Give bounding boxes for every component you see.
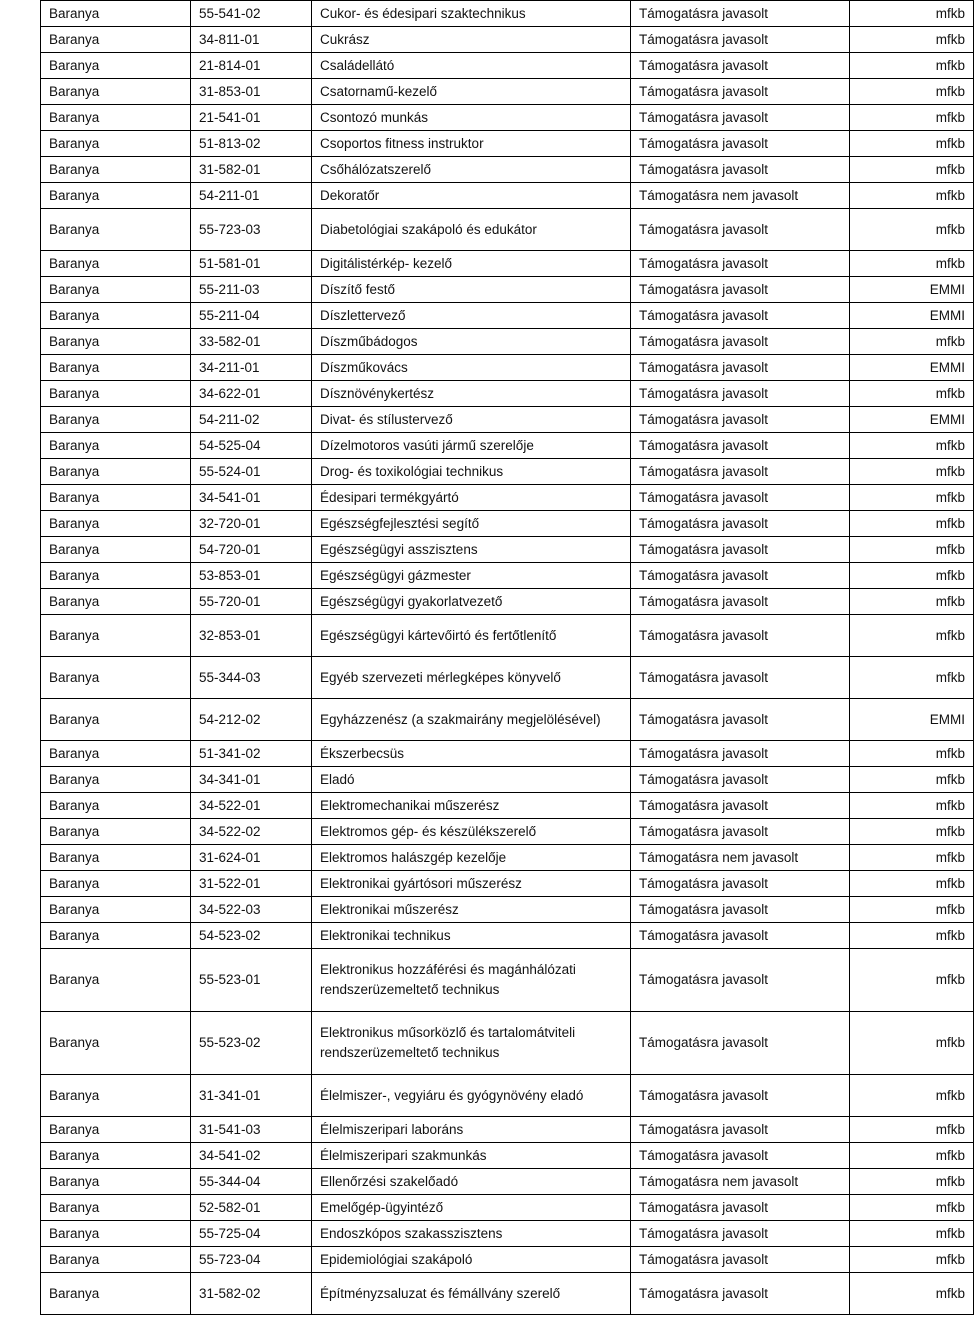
status-cell: Támogatásra javasolt — [631, 1075, 850, 1117]
org-cell: mfkb — [850, 1273, 974, 1315]
name-cell: Cukor- és édesipari szaktechnikus — [312, 1, 631, 27]
code-cell: 34-341-01 — [191, 767, 312, 793]
county-cell: Baranya — [41, 511, 191, 537]
status-cell: Támogatásra javasolt — [631, 105, 850, 131]
name-cell: Ékszerbecsüs — [312, 741, 631, 767]
status-cell: Támogatásra javasolt — [631, 767, 850, 793]
org-cell: mfkb — [850, 563, 974, 589]
status-cell: Támogatásra javasolt — [631, 1221, 850, 1247]
name-cell: Csontozó munkás — [312, 105, 631, 131]
org-cell: mfkb — [850, 79, 974, 105]
name-cell: Divat- és stílustervező — [312, 407, 631, 433]
org-cell: mfkb — [850, 1195, 974, 1221]
county-cell: Baranya — [41, 657, 191, 699]
county-cell: Baranya — [41, 1169, 191, 1195]
status-cell: Támogatásra javasolt — [631, 329, 850, 355]
county-cell: Baranya — [41, 589, 191, 615]
org-cell: mfkb — [850, 27, 974, 53]
table-row — [41, 1169, 974, 1195]
name-cell: Elektromos gép- és készülékszerelő — [312, 819, 631, 845]
table-row — [41, 949, 974, 1012]
county-cell: Baranya — [41, 1273, 191, 1315]
table-row — [41, 251, 974, 277]
code-cell: 21-814-01 — [191, 53, 312, 79]
name-cell: Építményzsaluzat és fémállvány szerelő — [312, 1273, 631, 1315]
table-row — [41, 897, 974, 923]
code-cell: 53-853-01 — [191, 563, 312, 589]
org-cell: mfkb — [850, 1012, 974, 1075]
table-row — [41, 1, 974, 27]
code-cell: 34-811-01 — [191, 27, 312, 53]
name-cell: Endoszkópos szakasszisztens — [312, 1221, 631, 1247]
county-cell: Baranya — [41, 157, 191, 183]
county-cell: Baranya — [41, 381, 191, 407]
code-cell: 34-622-01 — [191, 381, 312, 407]
org-cell: mfkb — [850, 871, 974, 897]
name-cell: Emelőgép-ügyintéző — [312, 1195, 631, 1221]
code-cell: 34-211-01 — [191, 355, 312, 381]
code-cell: 55-523-01 — [191, 949, 312, 1012]
county-cell: Baranya — [41, 251, 191, 277]
county-cell: Baranya — [41, 1195, 191, 1221]
code-cell: 55-725-04 — [191, 1221, 312, 1247]
table-row — [41, 355, 974, 381]
status-cell: Támogatásra javasolt — [631, 1, 850, 27]
status-cell: Támogatásra javasolt — [631, 897, 850, 923]
name-cell: Egyházzenész (a szakmairány megjelölésével) — [312, 699, 631, 741]
status-cell: Támogatásra javasolt — [631, 589, 850, 615]
code-cell: 54-720-01 — [191, 537, 312, 563]
status-cell: Támogatásra javasolt — [631, 563, 850, 589]
org-cell: mfkb — [850, 183, 974, 209]
name-cell: Dízelmotoros vasúti jármű szerelője — [312, 433, 631, 459]
status-cell: Támogatásra javasolt — [631, 741, 850, 767]
status-cell: Támogatásra javasolt — [631, 511, 850, 537]
name-cell: Digitálistérkép- kezelő — [312, 251, 631, 277]
county-cell: Baranya — [41, 433, 191, 459]
name-cell: Csatornamű-kezelő — [312, 79, 631, 105]
table-row — [41, 303, 974, 329]
name-cell: Eladó — [312, 767, 631, 793]
status-cell: Támogatásra javasolt — [631, 537, 850, 563]
code-cell: 31-624-01 — [191, 845, 312, 871]
org-cell: mfkb — [850, 1075, 974, 1117]
table-row — [41, 105, 974, 131]
table-row — [41, 27, 974, 53]
county-cell: Baranya — [41, 1143, 191, 1169]
org-cell: mfkb — [850, 459, 974, 485]
name-cell: Egészségügyi kártevőirtó és fertőtlenítő — [312, 615, 631, 657]
org-cell: EMMI — [850, 277, 974, 303]
name-cell: Epidemiológiai szakápoló — [312, 1247, 631, 1273]
table-row — [41, 1247, 974, 1273]
code-cell: 33-582-01 — [191, 329, 312, 355]
code-cell: 31-582-01 — [191, 157, 312, 183]
county-cell: Baranya — [41, 183, 191, 209]
table-row — [41, 1012, 974, 1075]
org-cell: mfkb — [850, 209, 974, 251]
name-cell: Élelmiszer-, vegyiáru és gyógynövény eladó — [312, 1075, 631, 1117]
name-cell: Dekoratőr — [312, 183, 631, 209]
table-row — [41, 79, 974, 105]
name-cell: Dísznövénykertész — [312, 381, 631, 407]
name-cell: Egészségügyi asszisztens — [312, 537, 631, 563]
code-cell: 51-341-02 — [191, 741, 312, 767]
table-row — [41, 157, 974, 183]
name-cell: Díszműkovács — [312, 355, 631, 381]
status-cell: Támogatásra javasolt — [631, 923, 850, 949]
table-row — [41, 277, 974, 303]
status-cell: Támogatásra javasolt — [631, 277, 850, 303]
org-cell: mfkb — [850, 157, 974, 183]
status-cell: Támogatásra javasolt — [631, 27, 850, 53]
county-cell: Baranya — [41, 1221, 191, 1247]
code-cell: 51-813-02 — [191, 131, 312, 157]
status-cell: Támogatásra javasolt — [631, 1117, 850, 1143]
code-cell: 34-522-03 — [191, 897, 312, 923]
name-cell: Díszműbádogos — [312, 329, 631, 355]
name-cell: Drog- és toxikológiai technikus — [312, 459, 631, 485]
name-cell: Egészségügyi gázmester — [312, 563, 631, 589]
org-cell: mfkb — [850, 589, 974, 615]
table-row — [41, 407, 974, 433]
county-cell: Baranya — [41, 699, 191, 741]
county-cell: Baranya — [41, 949, 191, 1012]
org-cell: mfkb — [850, 1143, 974, 1169]
status-cell: Támogatásra javasolt — [631, 79, 850, 105]
org-cell: EMMI — [850, 699, 974, 741]
status-cell: Támogatásra javasolt — [631, 303, 850, 329]
county-cell: Baranya — [41, 407, 191, 433]
code-cell: 51-581-01 — [191, 251, 312, 277]
status-cell: Támogatásra javasolt — [631, 131, 850, 157]
name-cell: Egyéb szervezeti mérlegképes könyvelő — [312, 657, 631, 699]
status-cell: Támogatásra javasolt — [631, 793, 850, 819]
table-row — [41, 1221, 974, 1247]
status-cell: Támogatásra javasolt — [631, 1247, 850, 1273]
county-cell: Baranya — [41, 131, 191, 157]
county-cell: Baranya — [41, 871, 191, 897]
code-cell: 55-720-01 — [191, 589, 312, 615]
county-cell: Baranya — [41, 303, 191, 329]
org-cell: mfkb — [850, 485, 974, 511]
county-cell: Baranya — [41, 485, 191, 511]
county-cell: Baranya — [41, 277, 191, 303]
table-row — [41, 209, 974, 251]
table-row — [41, 1143, 974, 1169]
table-row — [41, 699, 974, 741]
code-cell: 55-723-04 — [191, 1247, 312, 1273]
code-cell: 55-541-02 — [191, 1, 312, 27]
county-cell: Baranya — [41, 923, 191, 949]
table-row — [41, 923, 974, 949]
code-cell: 54-211-02 — [191, 407, 312, 433]
status-cell: Támogatásra javasolt — [631, 459, 850, 485]
county-cell: Baranya — [41, 105, 191, 131]
county-cell: Baranya — [41, 1, 191, 27]
table-row — [41, 485, 974, 511]
county-cell: Baranya — [41, 329, 191, 355]
status-cell: Támogatásra nem javasolt — [631, 1169, 850, 1195]
status-cell: Támogatásra javasolt — [631, 1195, 850, 1221]
name-cell: Díszítő festő — [312, 277, 631, 303]
table-row — [41, 589, 974, 615]
name-cell: Cukrász — [312, 27, 631, 53]
code-cell: 54-525-04 — [191, 433, 312, 459]
county-cell: Baranya — [41, 209, 191, 251]
table-row — [41, 537, 974, 563]
status-cell: Támogatásra javasolt — [631, 699, 850, 741]
org-cell: mfkb — [850, 251, 974, 277]
org-cell: mfkb — [850, 657, 974, 699]
org-cell: mfkb — [850, 1117, 974, 1143]
code-cell: 55-211-04 — [191, 303, 312, 329]
county-cell: Baranya — [41, 27, 191, 53]
name-cell: Elektronikai gyártósori műszerész — [312, 871, 631, 897]
code-cell: 34-522-01 — [191, 793, 312, 819]
status-cell: Támogatásra javasolt — [631, 209, 850, 251]
code-cell: 55-344-04 — [191, 1169, 312, 1195]
org-cell: mfkb — [850, 381, 974, 407]
name-cell: Egészségügyi gyakorlatvezető — [312, 589, 631, 615]
name-cell: Édesipari termékgyártó — [312, 485, 631, 511]
code-cell: 54-211-01 — [191, 183, 312, 209]
table-row — [41, 741, 974, 767]
county-cell: Baranya — [41, 53, 191, 79]
table-row — [41, 459, 974, 485]
table-row — [41, 615, 974, 657]
table-row — [41, 657, 974, 699]
code-cell: 55-211-03 — [191, 277, 312, 303]
code-cell: 31-522-01 — [191, 871, 312, 897]
code-cell: 54-212-02 — [191, 699, 312, 741]
name-cell: Elektromechanikai műszerész — [312, 793, 631, 819]
org-cell: EMMI — [850, 303, 974, 329]
table-row — [41, 767, 974, 793]
name-cell: Elektronikus hozzáférési és magánhálózati rendszerüzemeltető technikus — [312, 949, 631, 1012]
org-cell: mfkb — [850, 53, 974, 79]
table-row — [41, 329, 974, 355]
org-cell: mfkb — [850, 537, 974, 563]
org-cell: mfkb — [850, 1, 974, 27]
status-cell: Támogatásra javasolt — [631, 871, 850, 897]
status-cell: Támogatásra javasolt — [631, 433, 850, 459]
county-cell: Baranya — [41, 793, 191, 819]
org-cell: mfkb — [850, 897, 974, 923]
name-cell: Családellátó — [312, 53, 631, 79]
county-cell: Baranya — [41, 845, 191, 871]
org-cell: mfkb — [850, 741, 974, 767]
table-row — [41, 793, 974, 819]
status-cell: Támogatásra nem javasolt — [631, 183, 850, 209]
table-row — [41, 183, 974, 209]
org-cell: mfkb — [850, 793, 974, 819]
status-cell: Támogatásra javasolt — [631, 949, 850, 1012]
county-cell: Baranya — [41, 459, 191, 485]
org-cell: mfkb — [850, 845, 974, 871]
name-cell: Elektronikus műsorközlő és tartalomátviteli rendszerüzemeltető technikus — [312, 1012, 631, 1075]
status-cell: Támogatásra nem javasolt — [631, 845, 850, 871]
code-cell: 31-582-02 — [191, 1273, 312, 1315]
name-cell: Ellenőrzési szakelőadó — [312, 1169, 631, 1195]
name-cell: Díszlettervező — [312, 303, 631, 329]
org-cell: mfkb — [850, 1221, 974, 1247]
table-row — [41, 53, 974, 79]
name-cell: Élelmiszeripari laboráns — [312, 1117, 631, 1143]
county-cell: Baranya — [41, 79, 191, 105]
name-cell: Elektronikai műszerész — [312, 897, 631, 923]
code-cell: 32-720-01 — [191, 511, 312, 537]
code-cell: 55-524-01 — [191, 459, 312, 485]
code-cell: 34-522-02 — [191, 819, 312, 845]
name-cell: Elektronikai technikus — [312, 923, 631, 949]
org-cell: mfkb — [850, 105, 974, 131]
code-cell: 55-523-02 — [191, 1012, 312, 1075]
status-cell: Támogatásra javasolt — [631, 251, 850, 277]
table-row — [41, 1195, 974, 1221]
code-cell: 55-723-03 — [191, 209, 312, 251]
county-cell: Baranya — [41, 767, 191, 793]
table-row — [41, 845, 974, 871]
table-row — [41, 381, 974, 407]
county-cell: Baranya — [41, 741, 191, 767]
status-cell: Támogatásra javasolt — [631, 1273, 850, 1315]
name-cell: Elektromos halászgép kezelője — [312, 845, 631, 871]
org-cell: mfkb — [850, 329, 974, 355]
org-cell: mfkb — [850, 949, 974, 1012]
table-row — [41, 871, 974, 897]
county-cell: Baranya — [41, 563, 191, 589]
status-cell: Támogatásra javasolt — [631, 53, 850, 79]
name-cell: Diabetológiai szakápoló és edukátor — [312, 209, 631, 251]
table-row — [41, 819, 974, 845]
org-cell: mfkb — [850, 767, 974, 793]
status-cell: Támogatásra javasolt — [631, 381, 850, 407]
table-row — [41, 1075, 974, 1117]
county-cell: Baranya — [41, 1247, 191, 1273]
code-cell: 34-541-02 — [191, 1143, 312, 1169]
status-cell: Támogatásra javasolt — [631, 1012, 850, 1075]
county-cell: Baranya — [41, 1012, 191, 1075]
org-cell: EMMI — [850, 355, 974, 381]
county-cell: Baranya — [41, 1075, 191, 1117]
code-cell: 55-344-03 — [191, 657, 312, 699]
county-cell: Baranya — [41, 355, 191, 381]
county-cell: Baranya — [41, 1117, 191, 1143]
org-cell: mfkb — [850, 511, 974, 537]
org-cell: mfkb — [850, 1247, 974, 1273]
county-cell: Baranya — [41, 819, 191, 845]
org-cell: mfkb — [850, 923, 974, 949]
code-cell: 31-341-01 — [191, 1075, 312, 1117]
status-cell: Támogatásra javasolt — [631, 615, 850, 657]
code-cell: 31-853-01 — [191, 79, 312, 105]
org-cell: EMMI — [850, 407, 974, 433]
org-cell: mfkb — [850, 819, 974, 845]
status-cell: Támogatásra javasolt — [631, 657, 850, 699]
table-row — [41, 1273, 974, 1315]
table-row — [41, 511, 974, 537]
status-cell: Támogatásra javasolt — [631, 407, 850, 433]
name-cell: Egészségfejlesztési segítő — [312, 511, 631, 537]
code-cell: 34-541-01 — [191, 485, 312, 511]
table-row — [41, 563, 974, 589]
org-cell: mfkb — [850, 131, 974, 157]
org-cell: mfkb — [850, 1169, 974, 1195]
name-cell: Élelmiszeripari szakmunkás — [312, 1143, 631, 1169]
code-cell: 52-582-01 — [191, 1195, 312, 1221]
code-cell: 31-541-03 — [191, 1117, 312, 1143]
org-cell: mfkb — [850, 433, 974, 459]
org-cell: mfkb — [850, 615, 974, 657]
county-cell: Baranya — [41, 537, 191, 563]
status-cell: Támogatásra javasolt — [631, 819, 850, 845]
table-row — [41, 131, 974, 157]
code-cell: 32-853-01 — [191, 615, 312, 657]
status-cell: Támogatásra javasolt — [631, 157, 850, 183]
county-cell: Baranya — [41, 615, 191, 657]
county-cell: Baranya — [41, 897, 191, 923]
name-cell: Csőhálózatszerelő — [312, 157, 631, 183]
name-cell: Csoportos fitness instruktor — [312, 131, 631, 157]
status-cell: Támogatásra javasolt — [631, 1143, 850, 1169]
code-cell: 54-523-02 — [191, 923, 312, 949]
table-row — [41, 1117, 974, 1143]
qualification-table — [40, 0, 974, 1315]
table-row — [41, 433, 974, 459]
status-cell: Támogatásra javasolt — [631, 485, 850, 511]
status-cell: Támogatásra javasolt — [631, 355, 850, 381]
table-body — [41, 1, 974, 1315]
code-cell: 21-541-01 — [191, 105, 312, 131]
